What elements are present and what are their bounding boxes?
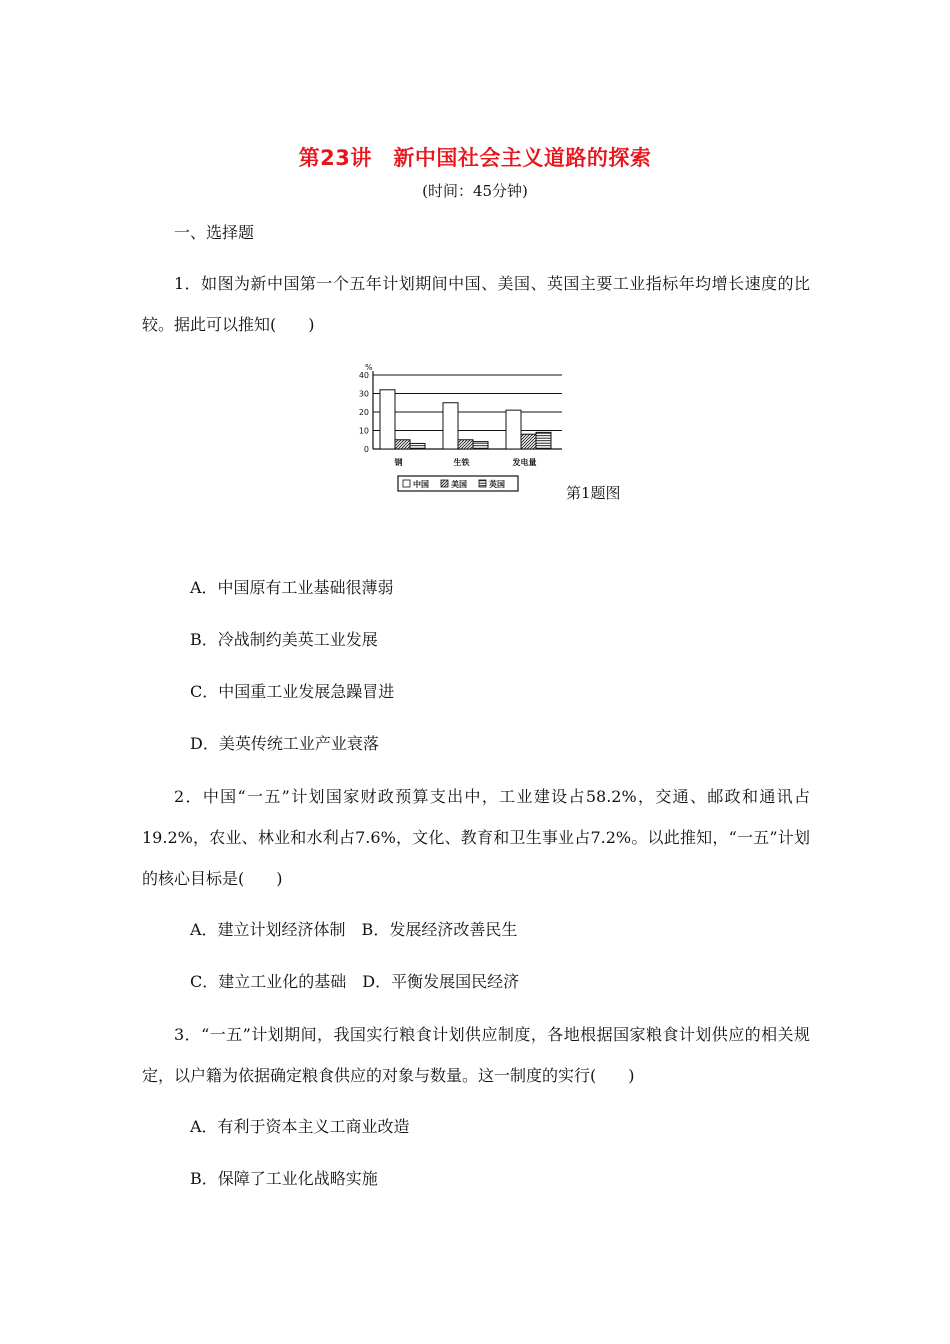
figure-caption: 第1题图 (566, 484, 621, 502)
bar-diagonal (395, 440, 410, 449)
y-tick-label: 20 (358, 408, 369, 417)
x-category-label: 生铁 (453, 458, 470, 467)
legend-swatch-horizontal (479, 480, 486, 487)
bar-blank (506, 410, 521, 449)
question-2-options-row-2: C．建立工业化的基础 D．平衡发展国民经济 (190, 972, 520, 991)
time-limit: (时间：45分钟) (422, 182, 528, 200)
question-3-stem: 3．“一五”计划期间，我国实行粮食计划供应制度，各地根据国家粮食计划供应的相关规定，以户籍为依据确定粮食供应的对象与数量。这一制度的实行( ) (142, 1025, 810, 1085)
page-title: 第23讲 新中国社会主义道路的探索 (298, 146, 652, 170)
bar-horizontal (536, 432, 551, 449)
legend-label: 中国 (413, 480, 429, 489)
bar-chart (350, 362, 570, 502)
bar-blank (380, 390, 395, 449)
legend-label: 美国 (451, 480, 467, 489)
y-tick-label: 40 (358, 371, 369, 380)
x-category-label: 钢 (394, 458, 403, 467)
question-1-option-a: A．中国原有工业基础很薄弱 (190, 578, 394, 597)
y-axis-unit: % (365, 363, 373, 372)
question-1-option-b: B．冷战制约美英工业发展 (190, 630, 378, 649)
question-1-stem: 1．如图为新中国第一个五年计划期间中国、美国、英国主要工业指标年均增长速度的比较。据此可以推知( ) (142, 274, 810, 334)
question-3-option-a: A．有利于资本主义工商业改造 (190, 1117, 410, 1136)
legend-label: 英国 (489, 480, 505, 489)
legend-swatch-diagonal (441, 480, 448, 487)
section-heading: 一、选择题 (174, 223, 255, 242)
legend-swatch-blank (403, 480, 410, 487)
y-tick-label: 30 (358, 389, 369, 399)
bar-diagonal (521, 434, 536, 449)
y-tick-label: 0 (363, 445, 369, 454)
bar-horizontal (410, 443, 425, 449)
question-2-options-row-1: A．建立计划经济体制 B．发展经济改善民生 (190, 920, 518, 939)
bar-horizontal (473, 442, 488, 449)
y-tick-label: 10 (358, 426, 369, 436)
bar-blank (443, 403, 458, 449)
question-1-option-d: D．美英传统工业产业衰落 (190, 734, 379, 753)
question-1-option-c: C．中国重工业发展急躁冒进 (190, 682, 395, 701)
figure-1-chart (350, 362, 570, 502)
question-2-stem: 2．中国“一五”计划国家财政预算支出中，工业建设占58.2%，交通、邮政和通讯占19.2%，农业、林业和水利占7.6%，文化、教育和卫生事业占7.2%。以此推知，“一五”计划的核心目标是( ) (142, 787, 810, 888)
x-category-label: 发电量 (512, 458, 537, 467)
question-3-option-b: B．保障了工业化战略实施 (190, 1169, 378, 1188)
bar-diagonal (458, 440, 473, 449)
